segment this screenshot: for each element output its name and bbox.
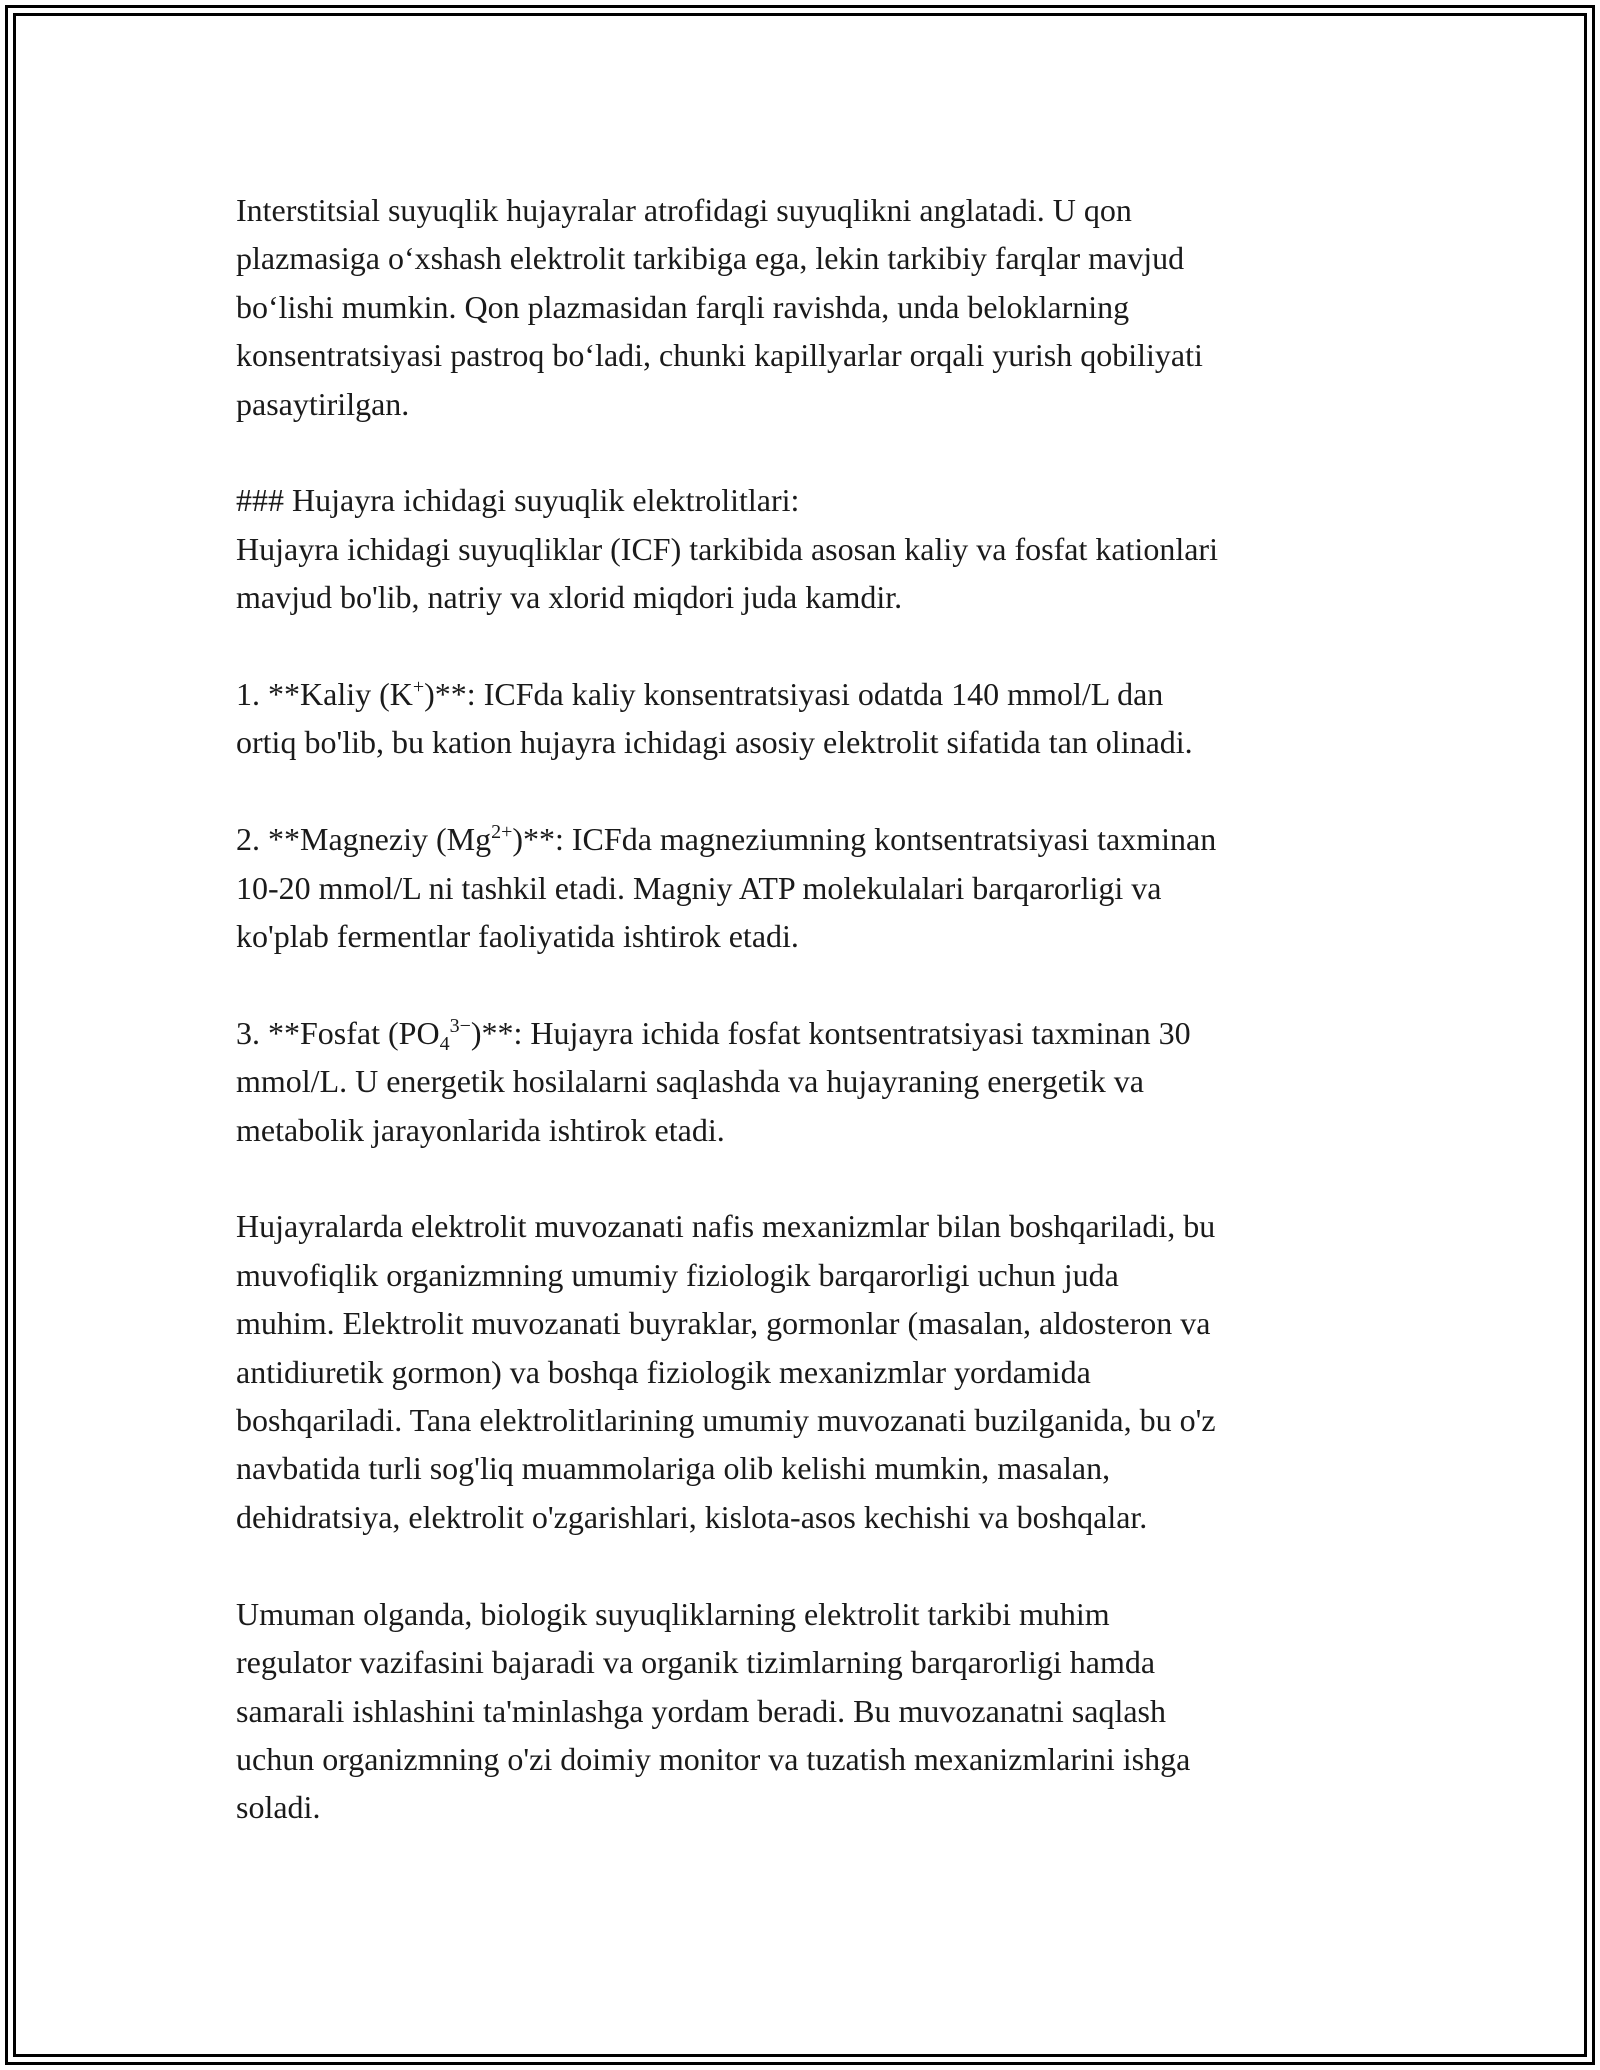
list-item-first-line — [236, 1009, 1386, 1057]
ion-charge: 3− — [449, 1014, 471, 1037]
list-item-magnesium — [236, 815, 1386, 960]
text-line: Interstitsial suyuqlik hujayralar atrofidagi suyuqlikni anglatadi. U qon — [236, 192, 1132, 228]
item-suffix: )**: ICFda kaliy konsentratsiyasi odatda 140 mmol/L dan — [424, 676, 1164, 713]
text-line: dehidratsiya, elektrolit o'zgarishlari, kislota-asos kechishi va boshqalar. — [236, 1498, 1148, 1535]
text-line: boshqariladi. Tana elektrolitlarining umumiy muvozanati buzilganida, bu o'z — [236, 1402, 1216, 1439]
text-line: Hujayra ichidagi suyuqliklar (ICF) tarkibida asosan kaliy va fosfat kationlari — [236, 530, 1218, 567]
intro-paragraph — [236, 186, 1386, 428]
list-item-phosphate — [236, 1009, 1386, 1154]
document-body — [236, 186, 1386, 1832]
text-line: bo‘lishi mumkin. Qon plazmasidan farqli ravishda, unda beloklarning — [236, 288, 1130, 325]
text-line: ko'plab fermentlar faoliyatida ishtirok etadi. — [236, 918, 799, 955]
text-line: metabolik jarayonlarida ishtirok etadi. — [236, 1111, 725, 1148]
list-item-potassium — [236, 670, 1386, 767]
list-item-first-line — [236, 670, 1386, 718]
text-line: regulator vazifasini bajaradi va organik tizimlarning barqarorligi hamda — [236, 1644, 1156, 1681]
item-suffix: )**: Hujayra ichida fosfat kontsentratsiyasi taxminan 30 — [470, 1014, 1191, 1051]
text-line: mmol/L. U energetik hosilalarni saqlashda va hujayraning energetik va — [236, 1063, 1144, 1100]
text-line: muvofiqlik organizmning umumiy fiziologik barqarorligi uchun juda — [236, 1256, 1119, 1293]
text-line: antidiuretik gormon) va boshqa fiziologik mexanizmlar yordamida — [236, 1353, 1091, 1390]
text-line: ortiq bo'lib, bu kation hujayra ichidagi asosiy elektrolit sifatida tan olinadi. — [236, 724, 1193, 761]
text-line: muhim. Elektrolit muvozanati buyraklar, gormonlar (masalan, aldosteron va — [236, 1305, 1211, 1342]
text-line: plazmasiga o‘xshash elektrolit tarkibiga ega, lekin tarkibiy farqlar mavjud — [236, 240, 1185, 277]
section-heading: ### Hujayra ichidagi suyuqlik elektrolitlari: — [236, 482, 800, 519]
icf-section — [236, 476, 1386, 621]
item-prefix: 2. **Magneziy (Mg — [236, 821, 492, 858]
text-line: pasaytirilgan. — [236, 385, 410, 422]
item-prefix: 3. **Fosfat (PO — [236, 1014, 440, 1051]
text-line: uchun organizmning o'zi doimiy monitor va tuzatish mexanizmlarini ishga — [236, 1740, 1191, 1777]
ion-charge: 2+ — [491, 821, 513, 844]
text-line: samarali ishlashini ta'minlashga yordam beradi. Bu muvozanatni saqlash — [236, 1692, 1166, 1729]
text-line: Umuman olganda, biologik suyuqliklarning elektrolit tarkibi muhim — [236, 1595, 1110, 1632]
ion-charge: + — [412, 676, 425, 699]
list-item-first-line — [236, 815, 1386, 863]
text-line: 10-20 mmol/L ni tashkil etadi. Magniy ATP molekulalari barqarorligi va — [236, 869, 1162, 906]
item-prefix: 1. **Kaliy (K — [236, 676, 413, 713]
text-line: soladi. — [236, 1789, 321, 1826]
text-line: Hujayralarda elektrolit muvozanati nafis mexanizmlar bilan boshqariladi, bu — [236, 1208, 1216, 1245]
text-line: navbatida turli sog'liq muammolariga olib kelishi mumkin, masalan, — [236, 1450, 1111, 1487]
text-line: mavjud bo'lib, natriy va xlorid miqdori juda kamdir. — [236, 579, 903, 616]
text-line: konsentratsiyasi pastroq bo‘ladi, chunki kapillyarlar orqali yurish qobiliyati — [236, 337, 1203, 374]
ion-subscript: 4 — [439, 1032, 450, 1055]
conclusion-paragraph — [236, 1590, 1386, 1832]
item-suffix: )**: ICFda magneziumning kontsentratsiyasi taxminan — [512, 821, 1217, 858]
balance-paragraph — [236, 1202, 1386, 1541]
